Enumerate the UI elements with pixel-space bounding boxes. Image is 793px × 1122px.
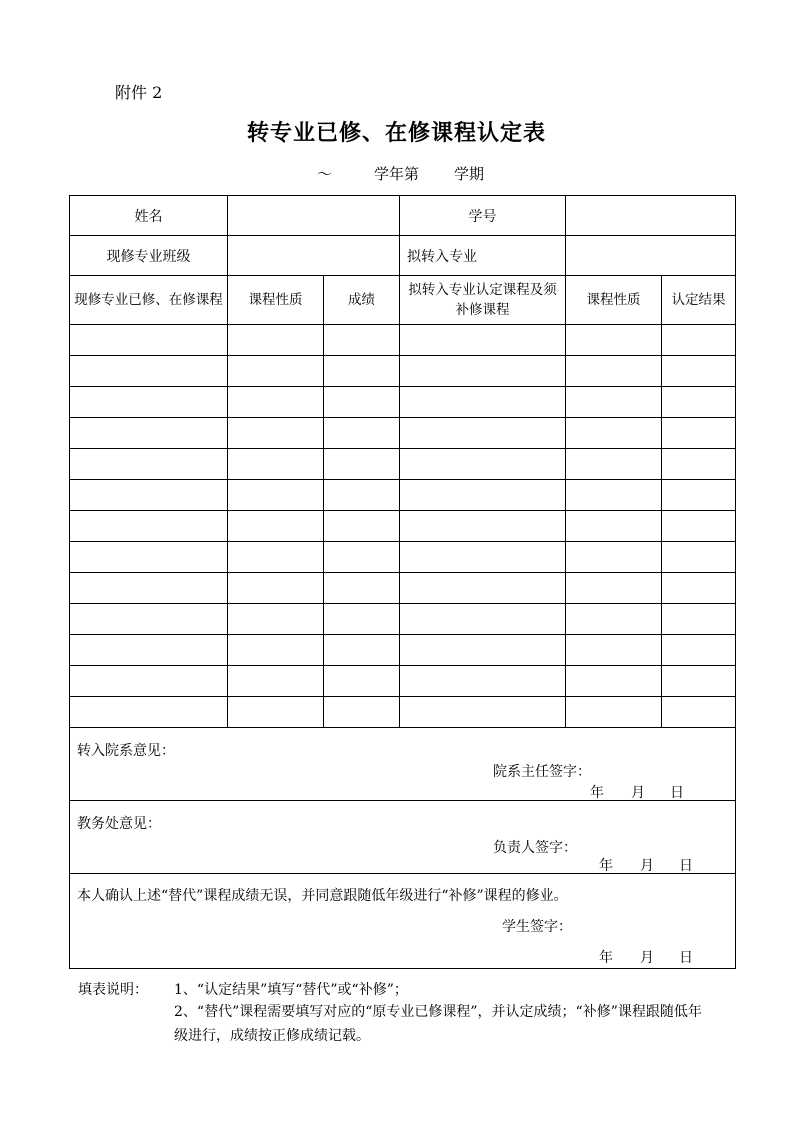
student-signature-label: 学生签字：: [502, 919, 572, 935]
target-major-label: 拟转入专业: [400, 236, 566, 276]
table-cell[interactable]: [400, 666, 566, 697]
dept-opinion-label: 转入院系意见：: [77, 743, 175, 759]
col-header-target-course-type: 课程性质: [566, 276, 662, 325]
table-row: [70, 356, 736, 387]
table-cell[interactable]: [70, 449, 228, 480]
form-title: 转专业已修、在修课程认定表: [246, 120, 546, 146]
table-cell[interactable]: [70, 604, 228, 635]
student-confirm-cell[interactable]: [70, 874, 736, 969]
table-cell[interactable]: [662, 480, 736, 511]
table-cell[interactable]: [324, 635, 400, 666]
target-major-field[interactable]: [566, 236, 736, 276]
table-cell[interactable]: [70, 697, 228, 728]
table-cell[interactable]: [324, 480, 400, 511]
table-cell[interactable]: [400, 573, 566, 604]
table-cell[interactable]: [566, 604, 662, 635]
table-cell[interactable]: [70, 325, 228, 356]
table-cell[interactable]: [324, 604, 400, 635]
term-semester-label: 学期: [454, 165, 485, 183]
dept-signature-label: 院系主任签字：: [493, 764, 591, 780]
date-month: 月: [640, 950, 654, 966]
dept-opinion-cell[interactable]: [70, 728, 736, 801]
table-cell[interactable]: [324, 573, 400, 604]
table-cell[interactable]: [662, 449, 736, 480]
table-cell[interactable]: [566, 635, 662, 666]
table-cell[interactable]: [400, 325, 566, 356]
academic-signature-label: 负责人签字：: [493, 840, 577, 856]
table-cell[interactable]: [228, 573, 324, 604]
col-header-course-type: 课程性质: [228, 276, 324, 325]
term-year-label: 学年第: [374, 165, 420, 183]
academic-opinion-cell[interactable]: [70, 801, 736, 874]
table-cell[interactable]: [70, 542, 228, 573]
table-cell[interactable]: [324, 387, 400, 418]
table-cell[interactable]: [662, 604, 736, 635]
table-cell[interactable]: [324, 542, 400, 573]
table-cell[interactable]: [228, 511, 324, 542]
table-cell[interactable]: [70, 635, 228, 666]
table-cell[interactable]: [400, 697, 566, 728]
table-cell[interactable]: [662, 325, 736, 356]
table-cell[interactable]: [324, 666, 400, 697]
table-cell[interactable]: [566, 480, 662, 511]
table-cell[interactable]: [70, 387, 228, 418]
instruction-item-1: 1、“认定结果”填写“替代”或“补修”；: [174, 982, 408, 998]
date-day: 日: [679, 858, 693, 874]
table-row: [70, 697, 736, 728]
current-major-field[interactable]: [228, 236, 400, 276]
table-cell[interactable]: [566, 387, 662, 418]
col-header-current-courses: 现修专业已修、在修课程: [70, 276, 228, 325]
table-cell[interactable]: [400, 635, 566, 666]
table-cell[interactable]: [662, 387, 736, 418]
table-cell[interactable]: [662, 542, 736, 573]
table-row: [70, 325, 736, 356]
table-cell[interactable]: [70, 573, 228, 604]
table-cell[interactable]: [70, 480, 228, 511]
table-cell[interactable]: [566, 542, 662, 573]
table-cell[interactable]: [324, 418, 400, 449]
table-cell[interactable]: [70, 418, 228, 449]
table-cell[interactable]: [70, 511, 228, 542]
col-header-grade: 成绩: [324, 276, 400, 325]
date-year: 年: [599, 858, 613, 874]
table-cell[interactable]: [228, 418, 324, 449]
table-cell[interactable]: [662, 511, 736, 542]
table-cell[interactable]: [228, 356, 324, 387]
table-cell[interactable]: [228, 325, 324, 356]
table-cell[interactable]: [324, 356, 400, 387]
table-cell[interactable]: [228, 387, 324, 418]
table-cell[interactable]: [400, 604, 566, 635]
table-cell[interactable]: [70, 666, 228, 697]
table-cell[interactable]: [228, 449, 324, 480]
table-cell[interactable]: [400, 449, 566, 480]
date-year: 年: [590, 785, 604, 801]
table-cell[interactable]: [566, 356, 662, 387]
table-row: [70, 480, 736, 511]
table-cell[interactable]: [566, 573, 662, 604]
table-cell[interactable]: [228, 542, 324, 573]
table-row: [70, 418, 736, 449]
table-cell[interactable]: [400, 418, 566, 449]
table-cell[interactable]: [566, 511, 662, 542]
date-day: 日: [679, 950, 693, 966]
current-major-label: 现修专业班级: [70, 236, 228, 276]
term-tilde: ～: [317, 165, 333, 183]
table-row: [70, 387, 736, 418]
student-statement: 本人确认上述“替代”课程成绩无误，并同意跟随低年级进行“补修”课程的修业。: [77, 888, 568, 904]
course-recognition-table: [69, 195, 736, 969]
table-cell[interactable]: [662, 635, 736, 666]
instructions-label: 填表说明：: [78, 982, 148, 998]
table-cell[interactable]: [566, 666, 662, 697]
date-day: 日: [670, 785, 684, 801]
table-row: [70, 511, 736, 542]
table-cell[interactable]: [70, 356, 228, 387]
table-cell[interactable]: [400, 480, 566, 511]
table-cell[interactable]: [566, 418, 662, 449]
table-row: [70, 635, 736, 666]
table-row: [70, 666, 736, 697]
table-cell[interactable]: [662, 573, 736, 604]
table-cell[interactable]: [324, 449, 400, 480]
instruction-item-2: 2、“替代”课程需要填写对应的“原专业已修课程”，并认定成绩；“补修”课程跟随低年级进行，成绩按正修成绩记载。: [174, 1004, 702, 1044]
table-cell[interactable]: [662, 666, 736, 697]
student-id-field[interactable]: [566, 196, 736, 236]
table-cell[interactable]: [662, 697, 736, 728]
date-year: 年: [599, 950, 613, 966]
table-cell[interactable]: [662, 356, 736, 387]
table-cell[interactable]: [400, 542, 566, 573]
col-header-target-courses: 拟转入专业认定课程及须补修课程: [400, 276, 566, 325]
academic-opinion-label: 教务处意见：: [77, 816, 161, 832]
table-cell[interactable]: [566, 697, 662, 728]
name-label: 姓名: [70, 196, 228, 236]
attachment-label: 附件 2: [115, 83, 163, 102]
student-id-label: 学号: [400, 196, 566, 236]
table-cell[interactable]: [228, 697, 324, 728]
table-cell[interactable]: [228, 635, 324, 666]
table-row: [70, 449, 736, 480]
name-field[interactable]: [228, 196, 400, 236]
table-row: [70, 542, 736, 573]
table-cell[interactable]: [566, 449, 662, 480]
table-cell[interactable]: [228, 480, 324, 511]
table-row: [70, 573, 736, 604]
table-cell[interactable]: [228, 666, 324, 697]
table-cell[interactable]: [228, 604, 324, 635]
table-cell[interactable]: [400, 511, 566, 542]
table-cell[interactable]: [400, 387, 566, 418]
date-month: 月: [640, 858, 654, 874]
col-header-result: 认定结果: [662, 276, 736, 325]
table-cell[interactable]: [400, 356, 566, 387]
table-cell[interactable]: [324, 325, 400, 356]
date-month: 月: [631, 785, 645, 801]
table-cell[interactable]: [324, 511, 400, 542]
table-cell[interactable]: [324, 697, 400, 728]
table-cell[interactable]: [566, 325, 662, 356]
table-cell[interactable]: [662, 418, 736, 449]
table-row: [70, 604, 736, 635]
